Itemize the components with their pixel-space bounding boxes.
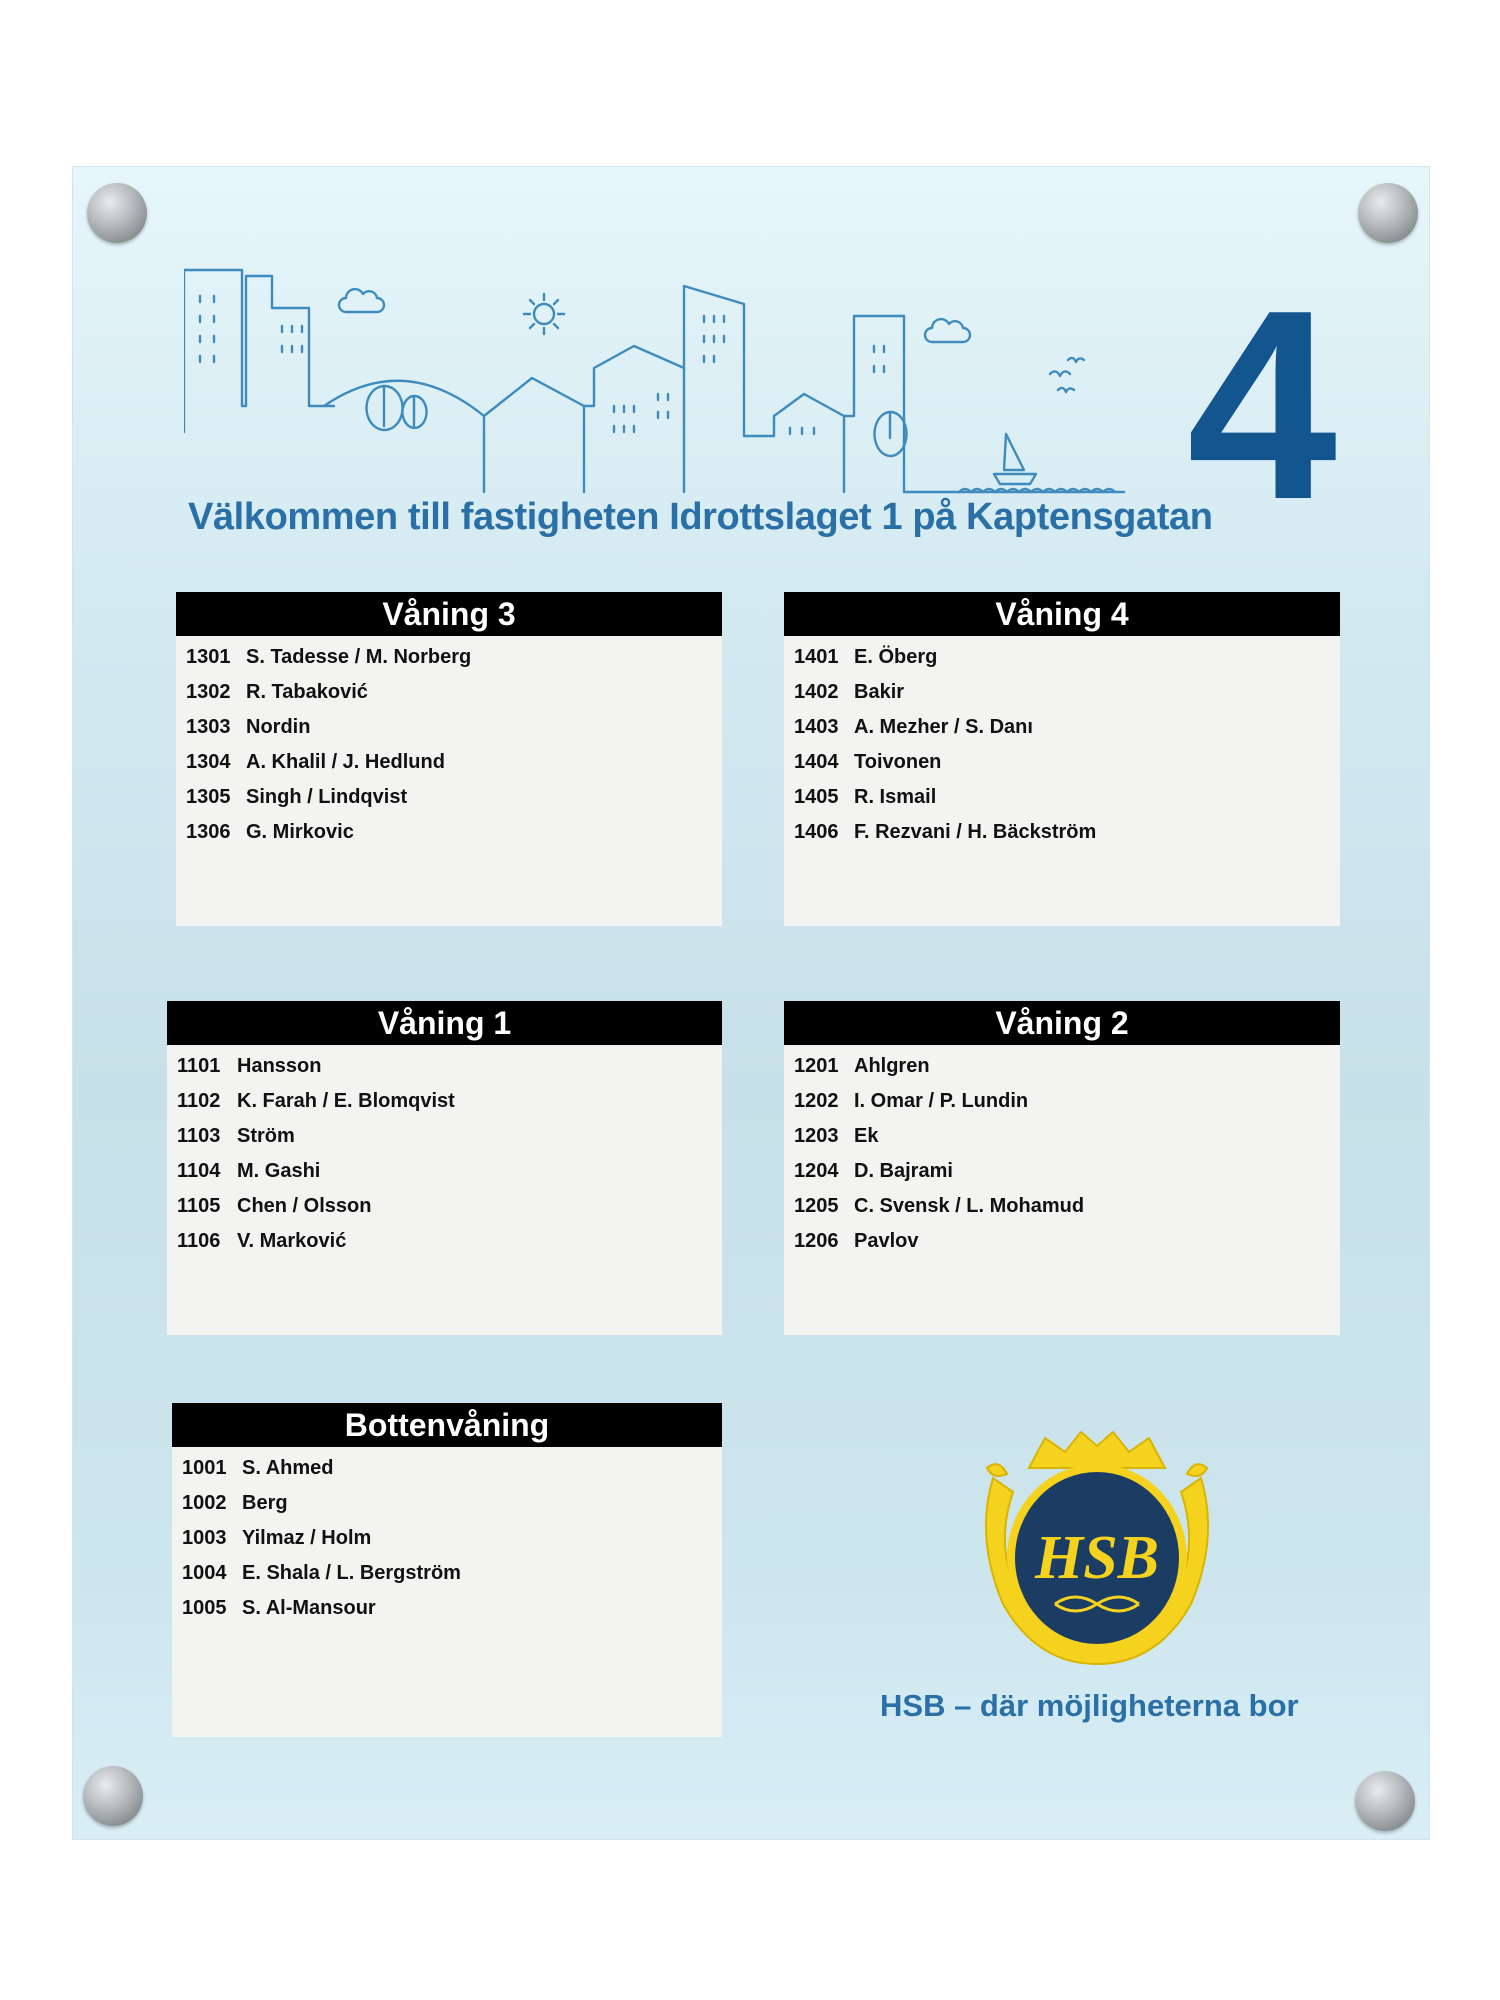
standoff-screw-top-right	[1358, 183, 1418, 243]
resident-row: 1004 E. Shala / L. Bergström	[182, 1562, 461, 1584]
resident-row: 1201 Ahlgren	[794, 1055, 930, 1077]
hsb-logo-text: HSB	[1034, 1524, 1160, 1592]
floor-title: Bottenvåning	[172, 1403, 722, 1447]
floor-panel-vaning-1	[167, 1001, 722, 1335]
floor-title: Våning 2	[784, 1001, 1340, 1045]
resident-row: 1302 R. Tabaković	[186, 681, 368, 703]
floor-panel-bottenvaning	[172, 1403, 722, 1737]
resident-row: 1102 K. Farah / E. Blomqvist	[177, 1090, 455, 1112]
resident-row: 1304 A. Khalil / J. Hedlund	[186, 751, 445, 773]
resident-row: 1406 F. Rezvani / H. Bäckström	[794, 821, 1097, 843]
resident-row: 1202 I. Omar / P. Lundin	[794, 1090, 1029, 1112]
resident-row: 1301 S. Tadesse / M. Norberg	[186, 646, 472, 668]
resident-row: 1401 E. Öberg	[794, 646, 938, 668]
standoff-screw-top-left	[87, 183, 147, 243]
resident-row: 1305 Singh / Lindqvist	[186, 786, 408, 808]
resident-row: 1105 Chen / Olsson	[177, 1195, 372, 1217]
floor-title: Våning 4	[784, 592, 1340, 636]
resident-row: 1402 Bakir	[794, 681, 905, 703]
floor-title: Våning 3	[176, 592, 722, 636]
city-skyline-illustration	[184, 256, 1214, 496]
floor-panel-vaning-4	[784, 592, 1340, 926]
resident-row: 1403 A. Mezher / S. Danı	[794, 716, 1033, 738]
floor-title: Våning 1	[167, 1001, 722, 1045]
resident-row: 1005 S. Al-Mansour	[182, 1597, 376, 1619]
resident-row: 1206 Pavlov	[794, 1230, 919, 1252]
building-number: 4	[1186, 255, 1338, 556]
resident-row: 1001 S. Ahmed	[182, 1457, 334, 1479]
resident-row: 1203 Ek	[794, 1125, 879, 1147]
welcome-heading: Välkommen till fastigheten Idrottslaget 1 på Kaptensgatan	[188, 496, 1213, 538]
resident-row: 1205 C. Svensk / L. Mohamud	[794, 1195, 1085, 1217]
floor-panel-vaning-2	[784, 1001, 1340, 1335]
resident-row: 1101 Hansson	[177, 1055, 322, 1077]
resident-row: 1002 Berg	[182, 1492, 288, 1514]
resident-row: 1404 Toivonen	[794, 751, 942, 773]
resident-row: 1103 Ström	[177, 1125, 295, 1147]
hsb-logo	[967, 1428, 1227, 1678]
resident-row: 1104 M. Gashi	[177, 1160, 321, 1182]
hsb-slogan: HSB – där möjligheterna bor	[880, 1688, 1299, 1723]
resident-row: 1204 D. Bajrami	[794, 1160, 953, 1182]
directory-sign-plate	[72, 166, 1430, 1840]
resident-row: 1003 Yilmaz / Holm	[182, 1527, 372, 1549]
resident-row: 1306 G. Mirkovic	[186, 821, 354, 843]
standoff-screw-bottom-right	[1355, 1771, 1415, 1831]
resident-row: 1106 V. Marković	[177, 1230, 347, 1252]
standoff-screw-bottom-left	[83, 1766, 143, 1826]
resident-row: 1405 R. Ismail	[794, 786, 937, 808]
resident-row: 1303 Nordin	[186, 716, 311, 738]
floor-panel-vaning-3	[176, 592, 722, 926]
